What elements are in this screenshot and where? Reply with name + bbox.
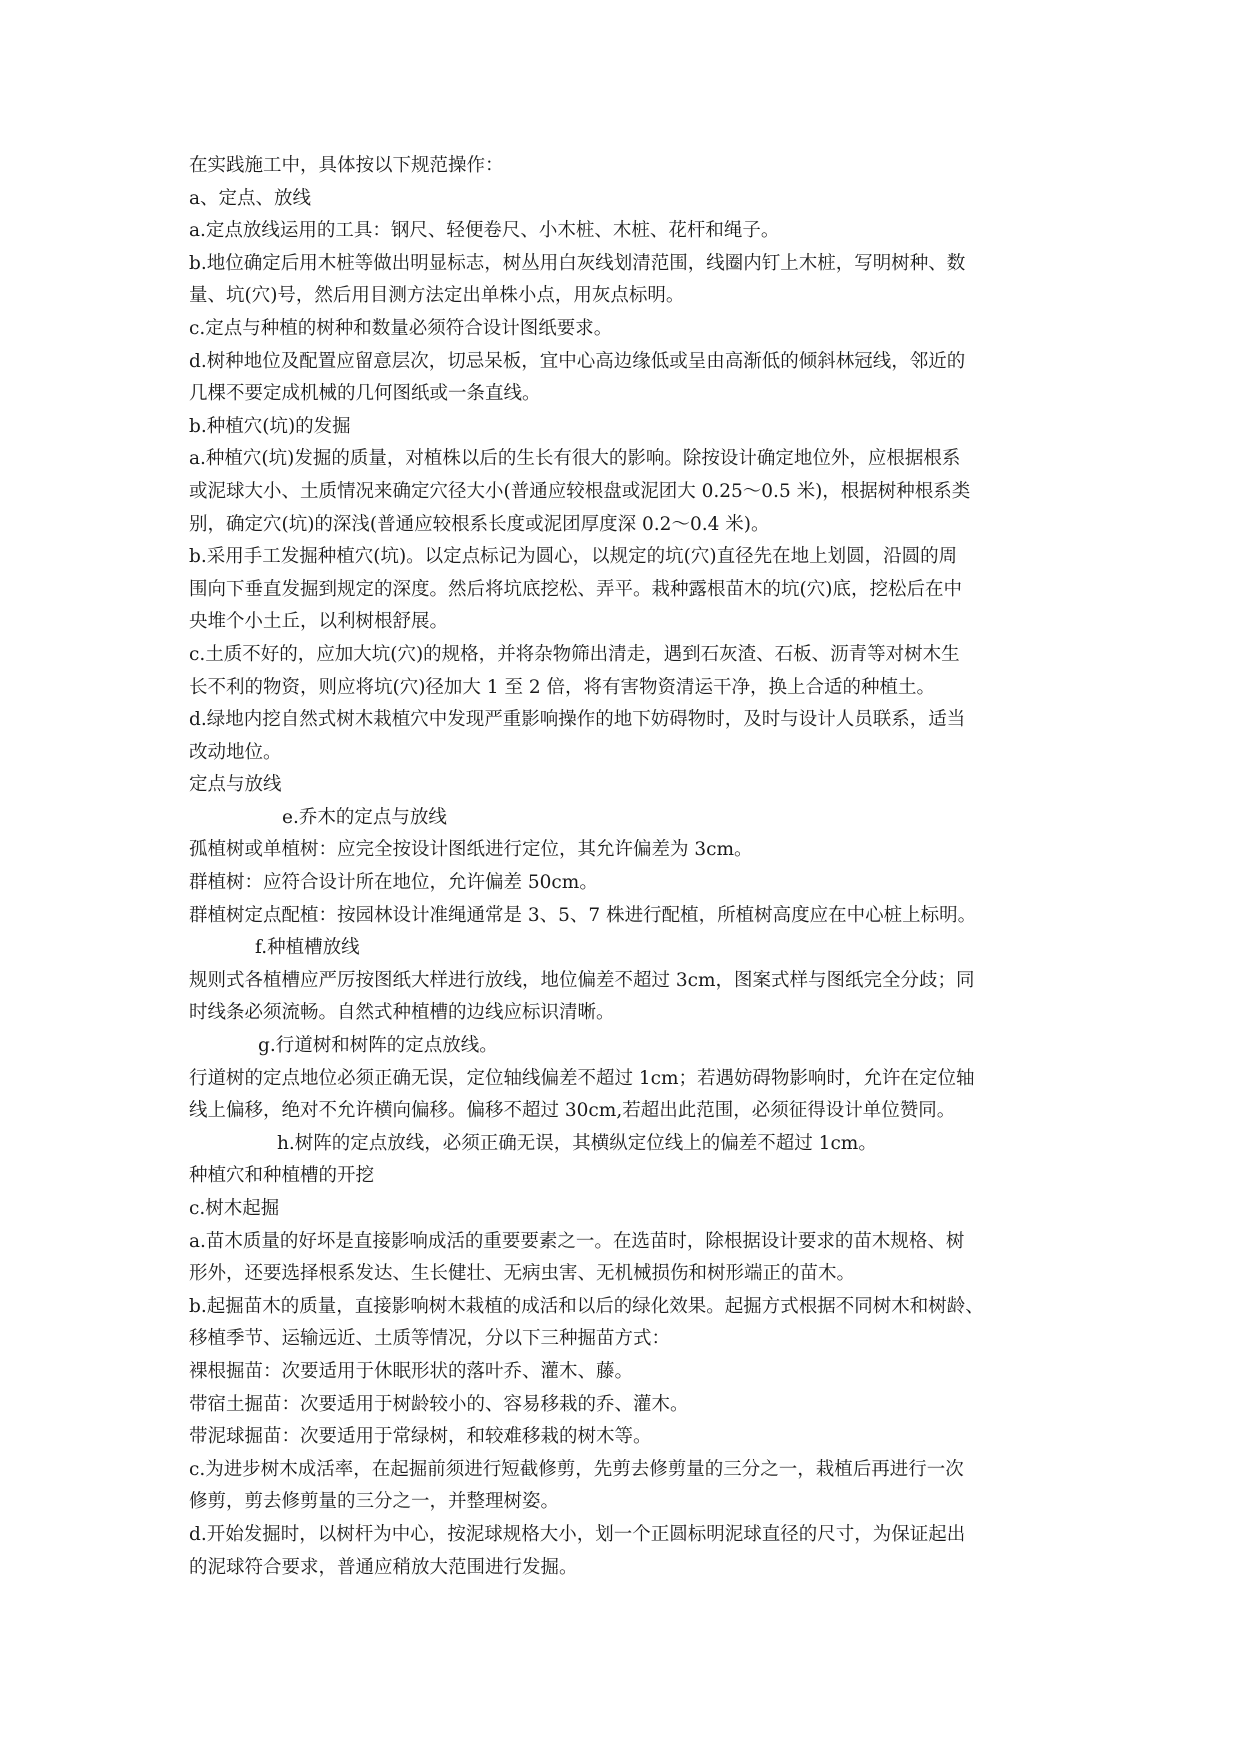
text-line: 规则式各植槽应严厉按图纸大样进行放线，地位偏差不超过 3cm，图案式样与图纸完全分歧；同 — [189, 969, 975, 991]
section-heading: c.树木起掘 — [189, 1198, 280, 1219]
text-line: 移植季节、运输远近、土质等情况，分以下三种掘苗方式： — [189, 1328, 671, 1350]
text-line: b.起掘苗木的质量，直接影响树木栽植的成活和以后的绿化效果。起掘方式根据不同树木和树龄、 — [189, 1295, 984, 1317]
text-line: 的泥球符合要求，普通应稍放大范围进行发掘。 — [189, 1556, 578, 1578]
text-line: d.树种地位及配置应留意层次，切忌呆板，宜中心高边缘低或呈由高渐低的倾斜林冠线，邻近的 — [189, 350, 966, 372]
text-line: 群植树定点配植：按园林设计准绳通常是 3、5、7 株进行配植，所植树高度应在中心桩上标明。 — [189, 904, 977, 926]
subsection-heading: h.树阵的定点放线，必须正确无误，其横纵定位线上的偏差不超过 1cm。 — [277, 1132, 877, 1154]
section-heading: b.种植穴(坑)的发掘 — [189, 415, 351, 437]
text-line: 改动地位。 — [189, 741, 282, 763]
text-line: 或泥球大小、土质情况来确定穴径大小(普通应较根盘或泥团大 0.25～0.5 米)，根据树种根系类 — [189, 480, 971, 502]
text-line: 央堆个小土丘，以利树根舒展。 — [189, 611, 449, 633]
text-line: b.采用手工发掘种植穴(坑)。以定点标记为圆心，以规定的坑(穴)直径先在地上划圆，沿圆的周 — [189, 546, 958, 568]
text-line: 形外，还要选择根系发达、生长健壮、无病虫害、无机械损伤和树形端正的苗木。 — [189, 1263, 856, 1285]
text-line: b.地位确定后用木桩等做出明显标志，树丛用白灰线划清范围，线圈内钉上木桩，写明树种、数 — [189, 252, 966, 274]
text-line: 带泥球掘苗：次要适用于常绿树，和较难移栽的树木等。 — [189, 1426, 652, 1448]
document-body — [189, 150, 1061, 1584]
text-line: 量、坑(穴)号，然后用目测方法定出单株小点，用灰点标明。 — [189, 285, 685, 307]
text-line: 时线条必须流畅。自然式种植槽的边线应标识清晰。 — [189, 1002, 615, 1024]
text-line: 带宿土掘苗：次要适用于树龄较小的、容易移栽的乔、灌木。 — [189, 1393, 689, 1415]
text-line: a.苗木质量的好坏是直接影响成活的重要要素之一。在选苗时，除根据设计要求的苗木规格、树 — [189, 1230, 965, 1252]
text-line: d.开始发掘时，以树杆为中心，按泥球规格大小，划一个正圆标明泥球直径的尺寸，为保证起出 — [189, 1523, 966, 1545]
section-heading: 定点与放线 — [189, 774, 282, 796]
text-line: 孤植树或单植树：应完全按设计图纸进行定位，其允许偏差为 3cm。 — [189, 839, 753, 861]
subsection-heading: f.种植槽放线 — [255, 937, 360, 959]
subsection-heading: g.行道树和树阵的定点放线。 — [258, 1035, 498, 1057]
text-line: c.为进步树木成活率，在起掘前须进行短截修剪，先剪去修剪量的三分之一，栽植后再进行一次 — [189, 1458, 964, 1480]
text-line: a.种植穴(坑)发掘的质量，对植株以后的生长有很大的影响。除按设计确定地位外，应根据根系 — [189, 448, 961, 470]
text-line: d.绿地内挖自然式树木栽植穴中发现严重影响操作的地下妨碍物时，及时与设计人员联系，适当 — [189, 709, 966, 731]
text-line: 行道树的定点地位必须正确无误，定位轴线偏差不超过 1cm；若遇妨碍物影响时，允许在定位轴 — [189, 1067, 975, 1089]
text-line: 群植树：应符合设计所在地位，允许偏差 50cm。 — [189, 872, 598, 894]
text-line: c.土质不好的，应加大坑(穴)的规格，并将杂物筛出清走，遇到石灰渣、石板、沥青等对树木生 — [189, 643, 960, 665]
text-line: a.定点放线运用的工具：钢尺、轻便卷尺、小木桩、木桩、花杆和绳子。 — [189, 220, 780, 242]
text-line: 围向下垂直发掘到规定的深度。然后将坑底挖松、弄平。栽种露根苗木的坑(穴)底，挖松后在中 — [189, 578, 962, 600]
text-line: 长不利的物资，则应将坑(穴)径加大 1 至 2 倍，将有害物资清运干净，换上合适的种植土。 — [189, 676, 936, 698]
text-line: 修剪，剪去修剪量的三分之一，并整理树姿。 — [189, 1491, 560, 1513]
text-line: 在实践施工中，具体按以下规范操作： — [189, 155, 504, 176]
text-line: 别，确定穴(坑)的深浅(普通应较根系长度或泥团厚度深 0.2～0.4 米)。 — [189, 513, 770, 535]
text-line: 线上偏移，绝对不允许横向偏移。偏移不超过 30cm,若超出此范围，必须征得设计单位赞同。 — [189, 1100, 956, 1122]
text-line: c.定点与种植的树种和数量必须符合设计图纸要求。 — [189, 317, 613, 339]
section-heading: 种植穴和种植槽的开挖 — [189, 1165, 375, 1187]
section-heading: a、定点、放线 — [189, 187, 312, 209]
text-line: 几棵不要定成机械的几何图纸或一条直线。 — [189, 383, 541, 405]
subsection-heading: e.乔木的定点与放线 — [282, 806, 447, 828]
text-line: 裸根掘苗：次要适用于休眠形状的落叶乔、灌木、藤。 — [189, 1360, 634, 1382]
